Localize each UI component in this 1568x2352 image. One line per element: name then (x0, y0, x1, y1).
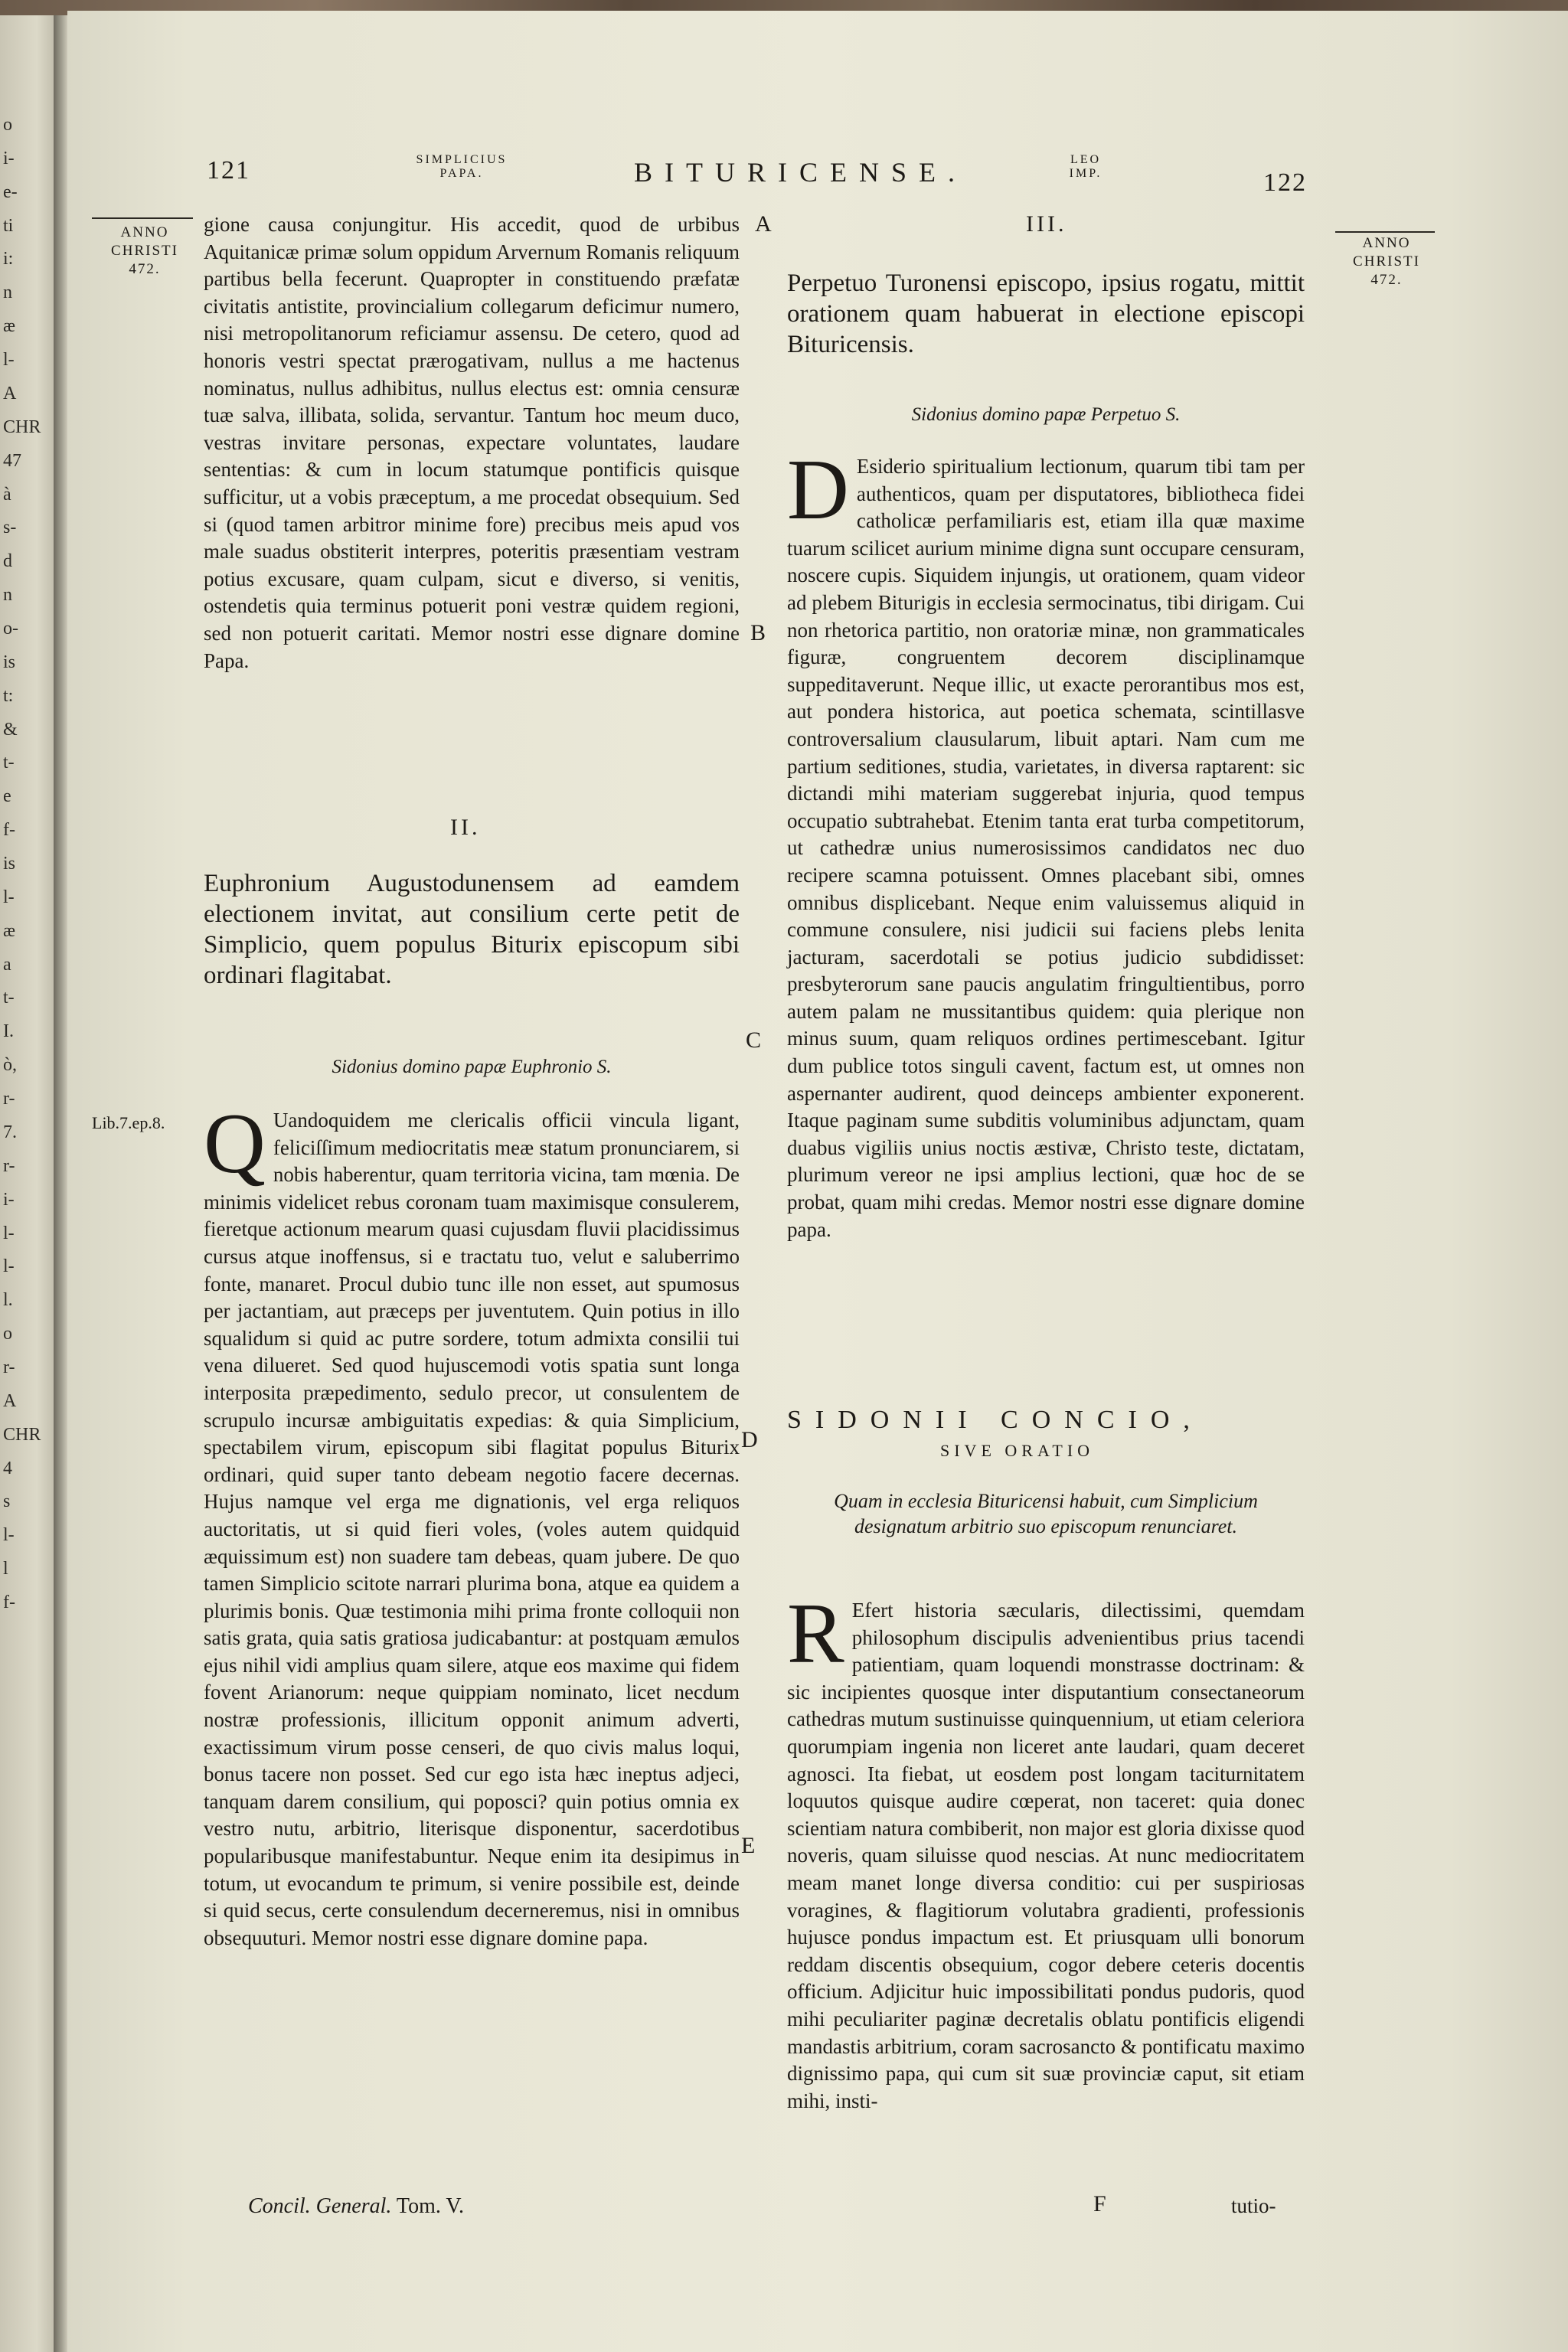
facing-page-fragment: l- (3, 1256, 15, 1276)
left-running-head (412, 153, 511, 181)
facing-page-fragment: n (3, 585, 12, 605)
margin-rule (92, 217, 193, 219)
section-letter-e: E (741, 1833, 756, 1858)
section-number-ii: II. (450, 815, 481, 840)
right-page-number: 122 (1263, 168, 1307, 197)
section-letter-d: D (741, 1427, 758, 1452)
facing-page-fragment: o (3, 115, 12, 135)
facing-page-fragment: f- (3, 1592, 15, 1612)
section-letter-a: A (755, 211, 772, 237)
facing-page-fragment: æ (3, 316, 16, 336)
paragraph: Esiderio spiritualium lectionum, quarum tibi tam per authenticos, quam per disputatores, bibliotheca fidei catholicæ perfamiliaris est, etiam illa quæ maxime tuarum scilicet aurium minime digna sunt occupare censuram, noscere cupis. Siquidem injungis, ut orationem, quam videor ad plebem Biturigis in ecclesia sermocinatus, tibi dirigam. Cui non rhetorica partitio, non oratoriæ minæ, non grammaticales figuræ, congruentem decorem disciplinamque suppeditaverunt. Neque illic, ut exacte perorantibus mos est, aut pondera historica, aut poetica schemata, scintillasve controversalium clausularum, libuit aptari. Nam cum me partium seditiones, studia, varietates, in diversa raptarent: sic dictandi mihi materiam suggerebat injuria, quod tempus occupatio subtrahebat. Etenim tanta erat turba competitorum, ut cathedræ unius numerosissimos candidatos nec duo recipere scamna potuissent. Omnes placebant sibi, omnes omnibus displicebant. Neque enim valuissemus aliquid in commune consulere, nisi judicii sui faciens plebs lenita jacturam, sacerdotali se potius judicio subdidisset: presbyterorum sane paucis angulatim fringultientibus, porro autem palam ne mussitantibus quidem: quia plerique non minus suum, quam reliquos ordines pertimescebant. Igitur dum publice totos singuli cavent, factum est, ut omnes non aspernanter audirent, quod deinceps ambienter exponerent. Itaque paginam sume subditis voluminibus adjunctam, quam duabus vigiliis unius noctis æstivæ, Christo teste, dictatam, plurimum vereor ne ipsi amplius lectioni, quæ hoc de se probat, quam mihi credas. Memor nostri esse dignare domine papa. (787, 455, 1305, 1241)
facing-page-fragment: r- (3, 1089, 15, 1109)
left-column-letter (204, 1096, 740, 1952)
facing-page-fragment: l- (3, 350, 15, 370)
document-page (67, 11, 1568, 2352)
letter-address: Sidonius domino papæ Perpetuo S. (911, 404, 1181, 425)
facing-page-fragment: a (3, 955, 11, 975)
facing-page-fragment: 47 (3, 451, 21, 471)
facing-page-fragment: t- (3, 988, 15, 1008)
facing-page-fragment: I. (3, 1021, 14, 1041)
section-number-iii: III. (1026, 211, 1067, 237)
facing-page-edge (0, 15, 61, 2352)
facing-page-fragment: n (3, 283, 12, 302)
running-head-line: SIMPLICIUS (416, 153, 508, 166)
paragraph: gione causa conjungitur. His accedit, quod de urbibus Aquitanicæ primæ solum oppidum Arvernum Romanis reliquum partibus bella fecerunt. Quapropter in constituendo præfatæ civitatis antistite, provincialium collegarum deficimur numero, nisi metropolitanorum reficiamur assensu. De cetero, quod ad honoris vestri spectat prærogativam, nullus a me hactenus nominatus, nullus adhibitus, nullus electus est: omnia censuræ tuæ salva, illibata, solida, servantur. Tantum hoc meum duco, vestras invitare personas, expectare voluntates, laudare sententias: & cum in locum statumque pontificis quisque sufficitur, ut a vobis præceptum, a me procedat obsequium. Sed si (quod tamen arbitror minime fore) precibus meis apud vos male suadus obstiterit interpres, poteritis præsentiam vestram potius excusare, quam culpam, sicut e diverso, si venitis, ostendetis quia terminus potuerit poni vestræ quidem regioni, sed non potuerit caritati. Memor nostri esse dignare domine Papa. (204, 213, 740, 672)
anno-christi-note (1329, 234, 1444, 289)
christi-label: CHRISTI (1353, 253, 1420, 270)
facing-page-fragment: f- (3, 820, 15, 840)
concio-title: SIDONII CONCIO, (787, 1406, 1204, 1434)
section-summary: Perpetuo Turonensi episcopo, ipsius rogatu, mittit orationem quam habuerat in electione episcopi Bituricensis. (787, 270, 1305, 358)
drop-cap: R (787, 1586, 844, 1681)
footer-series: Concil. General. (248, 2194, 392, 2218)
facing-page-fragment: i- (3, 149, 15, 168)
drop-cap: D (787, 443, 849, 537)
facing-page-fragment: is (3, 854, 16, 874)
facing-page-fragment: e (3, 786, 11, 806)
facing-page-fragment: i: (3, 249, 14, 269)
anno-christi-note (87, 224, 202, 279)
facing-page-fragment: l. (3, 1290, 13, 1310)
source-reference: Lib.7.ep.8. (92, 1113, 165, 1132)
right-column-concio (787, 1586, 1305, 2115)
facing-page-fragment: i- (3, 1190, 15, 1210)
anno-label: ANNO (120, 224, 169, 240)
facing-page-fragment: l- (3, 887, 15, 907)
facing-page-fragment: r- (3, 1156, 15, 1176)
drop-cap: Q (204, 1096, 266, 1191)
paragraph: Efert historia sæcularis, dilectissimi, quemdam philosophum discipulis advenientibus prius tacendi patientiam, quam loquendi monstrasse doctrinam: & sic incipientes quosque inter disputantium consectaneorum cathedras mutum sustinuisse quinquennium, ut etiam celeriora quorumpiam ingenia non liceret ante laudari, quam deceret agnosci. Ita fiebat, ut eosdem post longam taciturnitatem loquutos quisque audire cœperat, non taceret: quia donec scientiam natura combiberit, non major est gloria dixisse quod noveris, quam siluisse quod nescias. At nunc mediocritatem meam manet longe diversa conditio: cui per suspiriosas voragines, & flagitiorum volutabra gradienti, professionis hujusce pondus impactum est. Et priusquam ulli bonorum reddam discentis obsequium, cogor debere ceteris docentis officium. Adjicitur huic impossibilitati pondus pudoris, quod mihi peculiariter paginæ decretalis oblatu pontificis eligendi mandastis arbitrium, coram sacrosancto & pontificatu maximo dignissimo papa, qui cum sit suæ provinciæ caput, sit etiam mihi, insti- (787, 1599, 1305, 2112)
christi-label: CHRISTI (111, 243, 178, 259)
section-letter-f: F (1093, 2191, 1106, 2216)
facing-page-fragment: ò, (3, 1055, 17, 1075)
footer-volume: Tom. V. (396, 2194, 464, 2218)
page-title: BITURICENSE. (634, 157, 967, 188)
facing-page-fragment: A (3, 384, 17, 403)
section-letter-b: B (750, 620, 766, 645)
facing-page-fragment: o (3, 1324, 12, 1344)
running-head-line: IMP. (1069, 167, 1102, 180)
section-summary: Euphronium Augustodunensem ad eamdem electionem invitat, aut consilium certe petit de Simplicio, quem populus Biturix episcopum sibi ordinari flagitabat. (204, 870, 740, 989)
facing-page-fragment: l (3, 1559, 8, 1579)
facing-page-fragment: l- (3, 1223, 15, 1243)
anno-year: 472. (129, 261, 161, 277)
facing-page-fragment: t- (3, 753, 15, 773)
facing-page-fragment: e- (3, 182, 18, 202)
catchword: tutio- (1231, 2194, 1276, 2217)
facing-page-fragment: o- (3, 619, 18, 639)
running-head-line: PAPA. (439, 167, 484, 180)
facing-page-fragment: r- (3, 1357, 15, 1377)
facing-page-fragment: CHR (3, 1425, 41, 1445)
right-column-letter (787, 443, 1305, 1243)
book-gutter (54, 15, 69, 2352)
anno-label: ANNO (1362, 235, 1411, 251)
facing-page-fragment: 7. (3, 1122, 17, 1142)
letter-address: Sidonius domino papæ Euphronio S. (332, 1057, 612, 1077)
facing-page-fragment: ti (3, 216, 14, 236)
facing-page-fragment: æ (3, 921, 16, 941)
facing-page-fragment: A (3, 1391, 17, 1411)
facing-page-fragment: t: (3, 686, 14, 706)
facing-page-fragment: à (3, 485, 11, 505)
left-page-number: 121 (207, 156, 250, 185)
page-footer (248, 2194, 464, 2219)
facing-page-fragment: & (3, 720, 18, 740)
facing-page-fragment: is (3, 652, 16, 672)
margin-rule (1335, 231, 1435, 233)
facing-page-fragment: 4 (3, 1459, 12, 1478)
right-running-head (1047, 153, 1124, 181)
facing-page-fragment: s (3, 1491, 11, 1511)
left-column-intro (204, 211, 740, 675)
section-letter-c: C (746, 1027, 762, 1053)
anno-year: 472. (1370, 272, 1403, 288)
facing-page-fragment: l- (3, 1525, 15, 1545)
concio-subtitle: SIVE ORATIO (940, 1441, 1095, 1460)
facing-page-fragment: s- (3, 518, 17, 537)
running-head-line: LEO (1070, 153, 1102, 166)
paragraph: Uandoquidem me clericalis officii vincula ligant, feliciſſimum mediocritatis meæ statum pronunciarem, si nobis haberentur, quam territoria vicina, tam mœnia. De minimis videlicet rebus coronam tuam maximisque consulerem, fieretque actionum mearum quasi cujusdam fluvii placidissimus cursus atque inoffensus, si e tractatu tuo, velut e saluberrimo fonte, manaret. Procul dubio tunc ille non esset, aut spumosus per jactantiam, aut præceps per juventutem. Quin potius in illo squalidum si quid ac putre sordere, totum admixta consilii tui vena dilueret. Sed quod hujuscemodi votis spatia sunt longa interposita præpedimento, sedulo precor, ut consulentem de scrupulo incursæ ambiguitatis expedias: & quia Simplicium, spectabilem virum, episcopum sibi flagitat populus Biturix ordinari, quid super tanto debeam negotio facere decernas. Hujus namque vel erga me dignationis, vel erga reliquos auctoritatis, ut si quid fieri voles, (voles autem quidquid æquissimum est) non suadere tam debeas, quam jubere. De quo tamen Simplicio scitote narrari plurima bona, atque ea quidem a plurimis bonis. Quæ testimonia mihi prima fronte colloquii non satis grata, quia satis gratiosa judicabantur: at postquam æmulos ejus nihil vidi amplius quam silere, atque eos maxime qui fidem fovent Arianorum: neque quippiam nominato, licet necdum nostræ professionis, illicitum opponit animum adverti, exactissimum virum posse censeri, de quo civis malus loqui, bonus tacere non posset. Sed cur ego ista hæc ineptus adjeci, tanquam darem consilium, qui poposci? quin potius omnia ex vestro nutu, arbitrio, literisque disponentur, sacerdotibus popularibusque manifestabuntur. Neque enim ita desipimus in totum, ut evocandum te primum, si venire possibile est, deinde si quid secus, certe consulendum decerneremus, nisi in omnibus obsequuturi. Memor nostri esse dignare domine papa. (204, 1109, 740, 1949)
facing-page-fragment: d (3, 551, 12, 571)
concio-description: Quam in ecclesia Bituricensi habuit, cum Simplicium designatum arbitrio suo episcopum renunciaret. (834, 1490, 1258, 1537)
facing-page-fragment: CHR (3, 417, 41, 437)
